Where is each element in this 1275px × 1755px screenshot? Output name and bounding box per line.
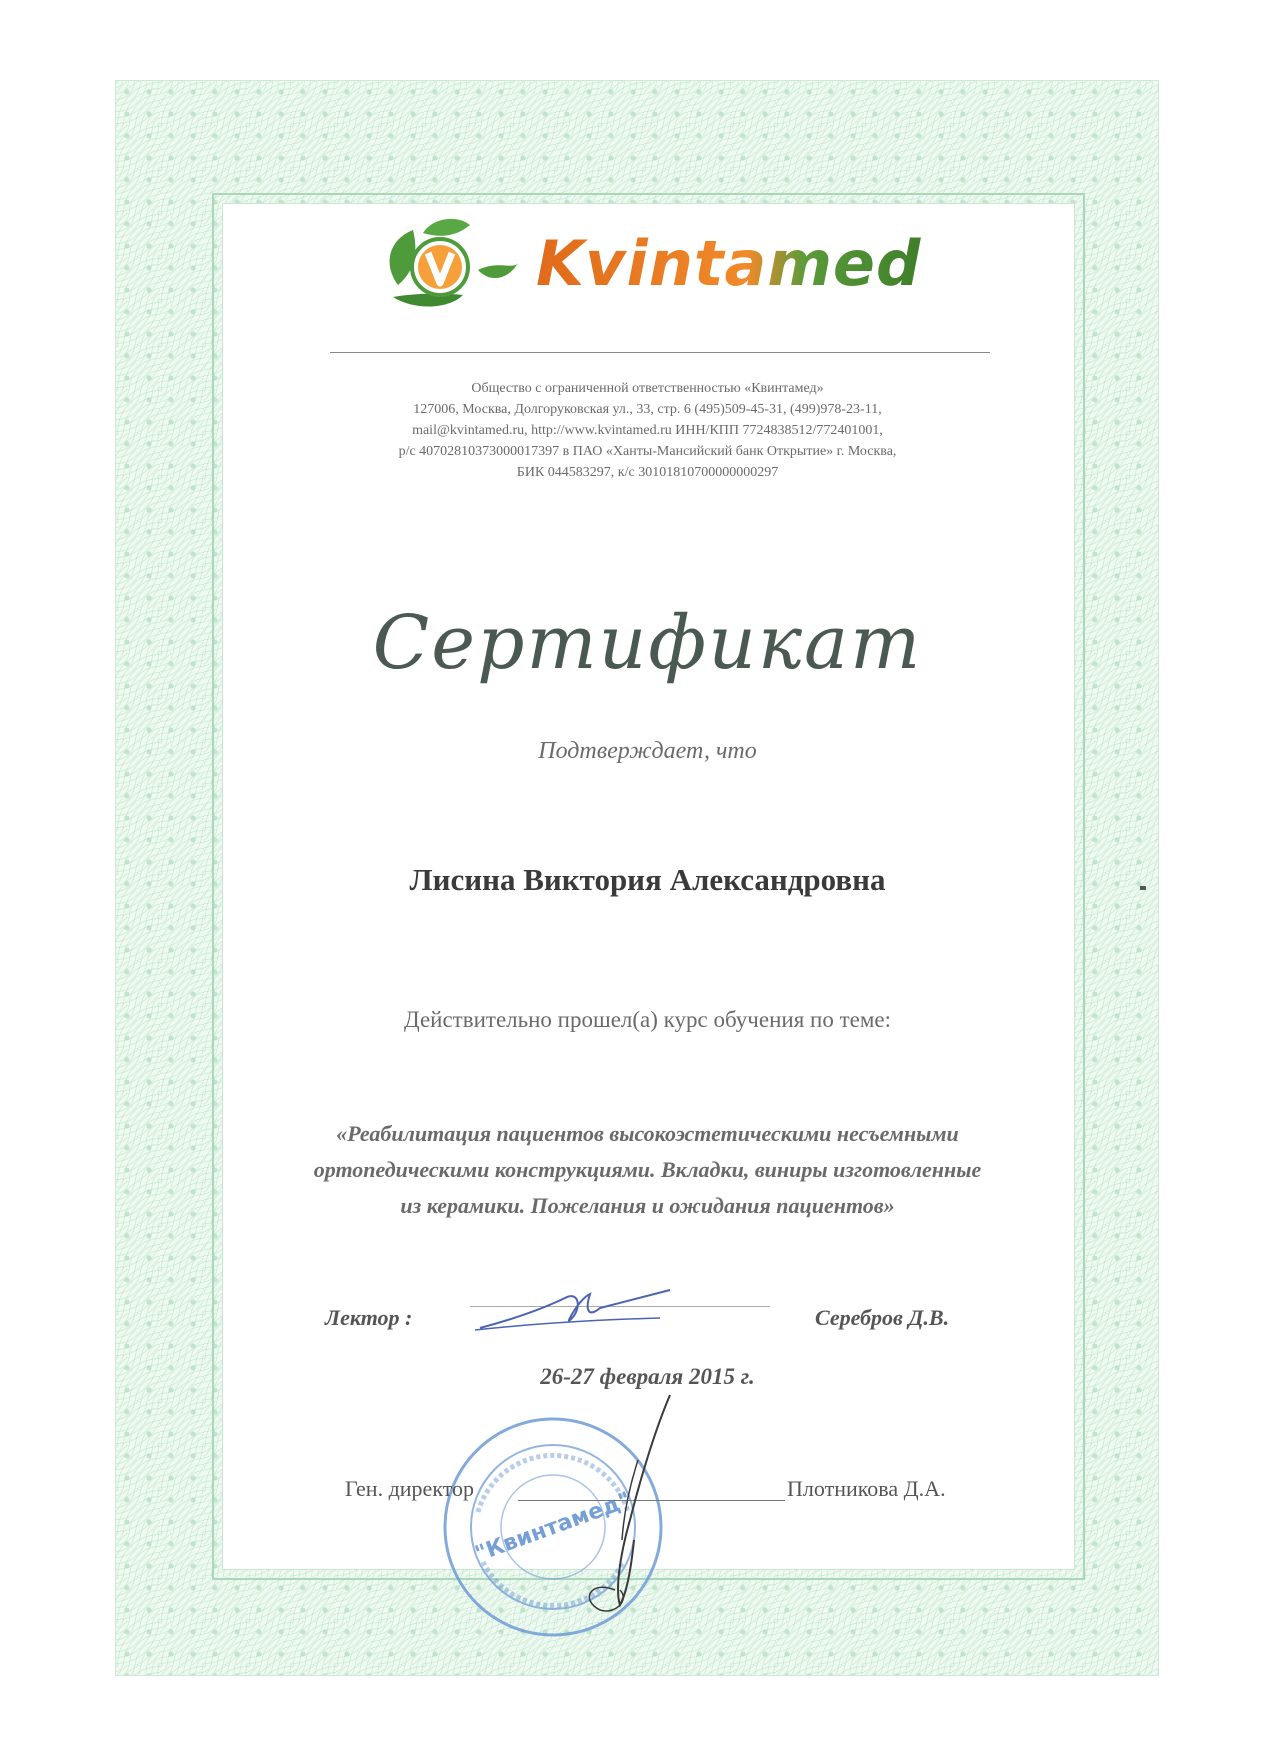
company-details <box>222 378 1073 483</box>
svg-text:"Квинтамед": "Квинтамед" <box>471 1487 635 1568</box>
org-line: Общество с ограниченной ответственностью «Квинтамед» <box>471 381 824 396</box>
lecturer-name: Серебров Д.В. <box>815 1305 950 1330</box>
org-line: 127006, Москва, Долгоруковская ул., 33, стр. 6 (495)509-45-31, (499)978-23-11, <box>413 402 882 417</box>
director-signature <box>560 1390 710 1620</box>
lecturer-signature <box>470 1280 690 1340</box>
course-title <box>222 1116 1073 1224</box>
company-logo <box>378 215 948 320</box>
org-line: БИК 044583297, к/с 30101810700000000297 <box>516 465 779 480</box>
org-line: mail@kvintamed.ru, http://www.kvintamed.ru ИНН/КПП 7724838512/772401001, <box>412 423 883 438</box>
course-intro-text: Действительно прошел(а) курс обучения по теме: <box>403 1007 891 1032</box>
course-line: «Реабилитация пациентов высокоэстетическими несъемными <box>336 1121 959 1146</box>
header-divider <box>330 352 990 353</box>
brand-name: Kvintamed <box>536 227 922 300</box>
org-line: р/с 40702810373000017397 в ПАО «Ханты-Мансийский банк Открытие» г. Москва, <box>398 444 897 459</box>
lecturer-label: Лектор : <box>325 1305 413 1330</box>
confirms-text: Подтверждает, что <box>538 738 757 764</box>
leaf-v-emblem-icon <box>378 215 528 315</box>
course-date: 26-27 февраля 2015 г. <box>540 1364 755 1389</box>
director-label: Ген. директор <box>345 1476 475 1501</box>
course-line: из керамики. Пожелания и ожидания пациентов» <box>400 1193 895 1218</box>
course-line: ортопедическими конструкциями. Вкладки, виниры изготовленные <box>313 1157 982 1182</box>
certificate-title: Сертификат <box>372 600 923 686</box>
scan-speck <box>1140 886 1146 890</box>
director-name: Плотникова Д.А. <box>787 1476 946 1501</box>
recipient-name: Лисина Виктория Александровна <box>409 862 886 897</box>
